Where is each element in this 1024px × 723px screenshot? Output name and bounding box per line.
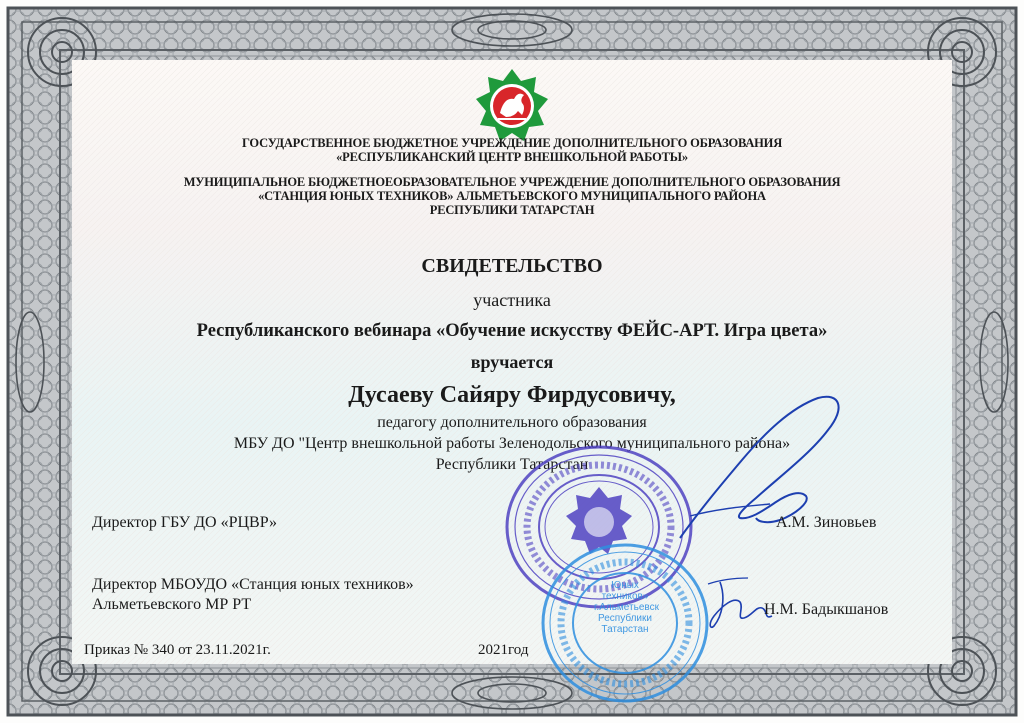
stamp2-center-text	[594, 580, 659, 635]
certificate-subtitle: участника	[473, 290, 551, 310]
director1-title: Директор ГБУ ДО «РЦВР»	[92, 514, 278, 531]
stamp2-line: Татарстан	[601, 624, 649, 635]
stamp2-line: техников»	[601, 591, 649, 602]
stamp2-line: Юных	[611, 580, 639, 591]
org2-line2: «СТАНЦИЯ ЮНЫХ ТЕХНИКОВ» АЛЬМЕТЬЕВСКОГО МУНИЦИПАЛЬНОГО РАЙОНА	[258, 189, 766, 203]
org1-line2: «РЕСПУБЛИКАНСКИЙ ЦЕНТР ВНЕШКОЛЬНОЙ РАБОТЫ»	[336, 150, 688, 164]
org2-line1: МУНИЦИПАЛЬНОЕ БЮДЖЕТНОЕОБРАЗОВАТЕЛЬНОЕ УЧРЕЖДЕНИЕ ДОПОЛНИТЕЛЬНОГО ОБРАЗОВАНИЯ	[183, 175, 841, 189]
tatarstan-coat-of-arms-icon	[474, 67, 550, 143]
org1-line1: ГОСУДАРСТВЕННОЕ БЮДЖЕТНОЕ УЧРЕЖДЕНИЕ ДОПОЛНИТЕЛЬНОГО ОБРАЗОВАНИЯ	[241, 136, 783, 150]
order-number: Приказ № 340 от 23.11.2021г.	[84, 642, 271, 658]
stamp2-line: Республики	[598, 613, 652, 624]
stamp2-line: г.Альметьевск	[594, 602, 659, 613]
event-name: Республиканского вебинара «Обучение искусству ФЕЙС-АРТ. Игра цвета»	[196, 321, 828, 341]
director2-name: Н.М. Бадыкшанов	[764, 601, 889, 618]
awarded-text: вручается	[470, 352, 554, 372]
recipient-position: педагогу дополнительного образования	[377, 414, 647, 431]
recipient-region: Республики Татарстан	[435, 456, 589, 473]
director1-name: А.М. Зиновьев	[776, 514, 877, 531]
recipient-organization: МБУ ДО "Центр внешкольной работы Зеленодольского муниципального района»	[233, 435, 791, 452]
recipient-name: Дусаеву Сайяру Фирдусовичу,	[348, 382, 676, 408]
director2-title-line2: Альметьевского МР РТ	[92, 596, 252, 613]
certificate-title: СВИДЕТЕЛЬСТВО	[421, 255, 603, 277]
issue-year: 2021год	[478, 642, 529, 658]
director2-title-line1: Директор МБОУДО «Станция юных техников»	[92, 576, 414, 593]
org2-line3: РЕСПУБЛИКИ ТАТАРСТАН	[429, 203, 595, 217]
